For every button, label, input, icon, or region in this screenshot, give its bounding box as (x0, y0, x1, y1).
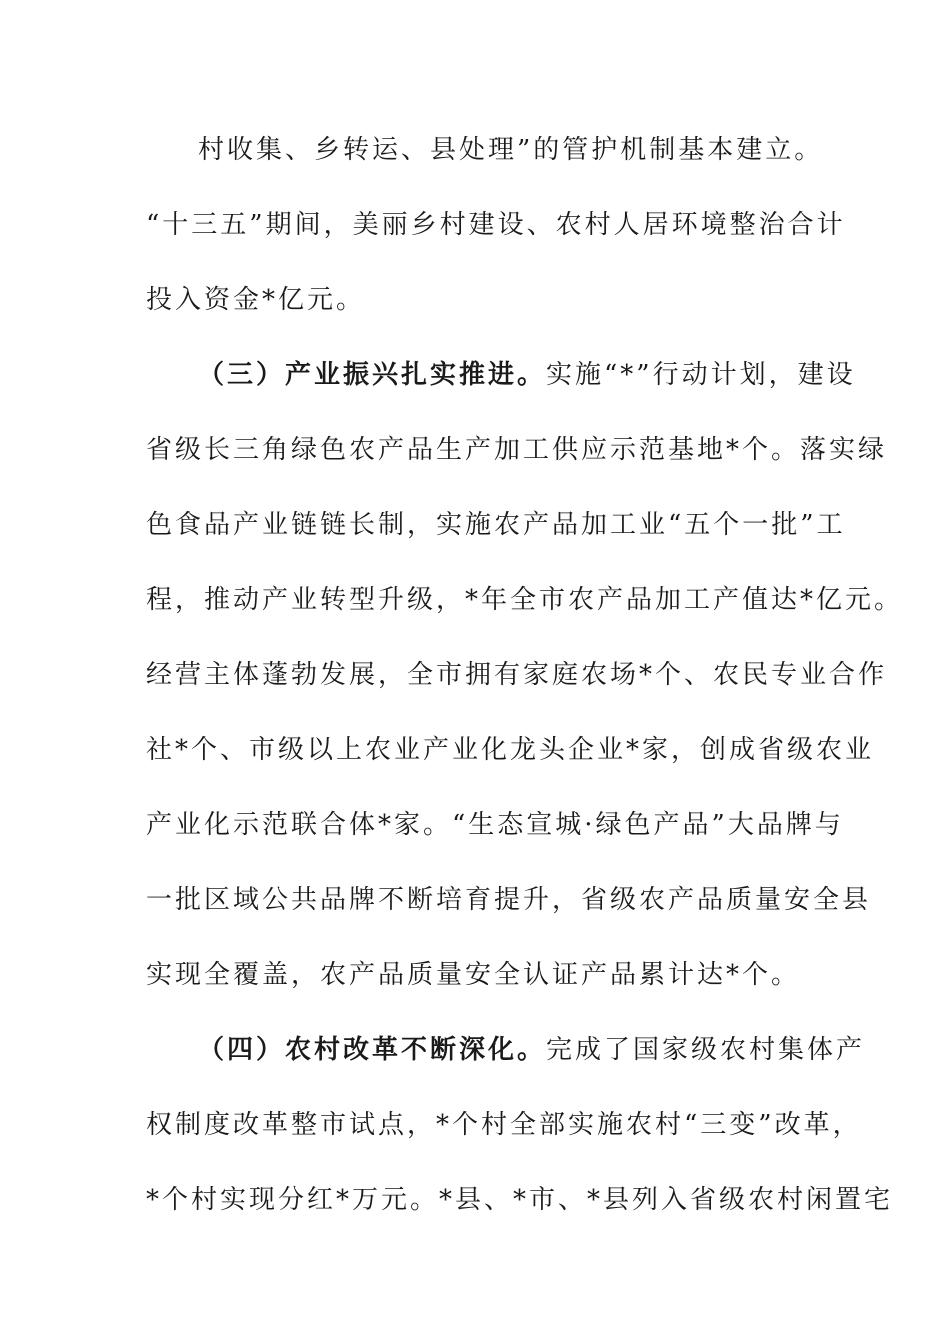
line-text: 产业化示范联合体*家。“生态宣城·绿色产品”大品牌与 (146, 810, 844, 840)
line-text: 经营主体蓬勃发展，全市拥有家庭农场*个、农民专业合作 (146, 660, 888, 690)
paragraph-line (146, 1105, 862, 1145)
line-text: 权制度改革整市试点，*个村全部实施农村“三变”改革， (146, 1110, 862, 1140)
paragraph-line (146, 280, 365, 320)
section-heading-line (198, 355, 856, 395)
line-text: 实施“*”行动计划，建设 (546, 360, 856, 390)
line-text: 完成了国家级农村集体产 (546, 1035, 866, 1065)
paragraph-line (146, 205, 846, 245)
section-heading: （四）农村改革不断深化。 (198, 1035, 547, 1065)
line-text: 实现全覆盖，农产品质量安全认证产品累计达*个。 (146, 960, 801, 990)
paragraph-line (146, 1180, 893, 1220)
line-text: 社*个、市级以上农业产业化龙头企业*家，创成省级农业 (146, 735, 875, 765)
line-text: 投入资金*亿元。 (146, 285, 366, 315)
paragraph-line (146, 730, 874, 770)
line-text: 省级长三角绿色农产品生产加工供应示范基地*个。落实绿 (146, 435, 888, 465)
line-text: 色食品产业链链长制，实施农产品加工业“五个一批”工 (146, 510, 846, 540)
paragraph-line (146, 955, 800, 995)
paragraph-line (146, 880, 871, 920)
paragraph-line (146, 430, 887, 470)
line-text: 程，推动产业转型升级，*年全市农产品加工产值达*亿元。 (146, 585, 904, 615)
section-heading: （三）产业振兴扎实推进。 (198, 360, 547, 390)
line-text: 村收集、乡转运、县处理”的管护机制基本建立。 (198, 135, 824, 165)
paragraph-line (146, 505, 846, 545)
line-text: 一批区域公共品牌不断培育提升，省级农产品质量安全县 (146, 885, 872, 915)
paragraph-line (146, 655, 887, 695)
paragraph-line (198, 130, 823, 170)
paragraph-line (146, 580, 903, 620)
paragraph-line (146, 805, 844, 845)
line-text: “十三五”期间，美丽乡村建设、农村人居环境整治合计 (146, 210, 846, 240)
section-heading-line (198, 1030, 865, 1070)
line-text: *个村实现分红*万元。*县、*市、*县列入省级农村闲置宅 (146, 1185, 894, 1215)
